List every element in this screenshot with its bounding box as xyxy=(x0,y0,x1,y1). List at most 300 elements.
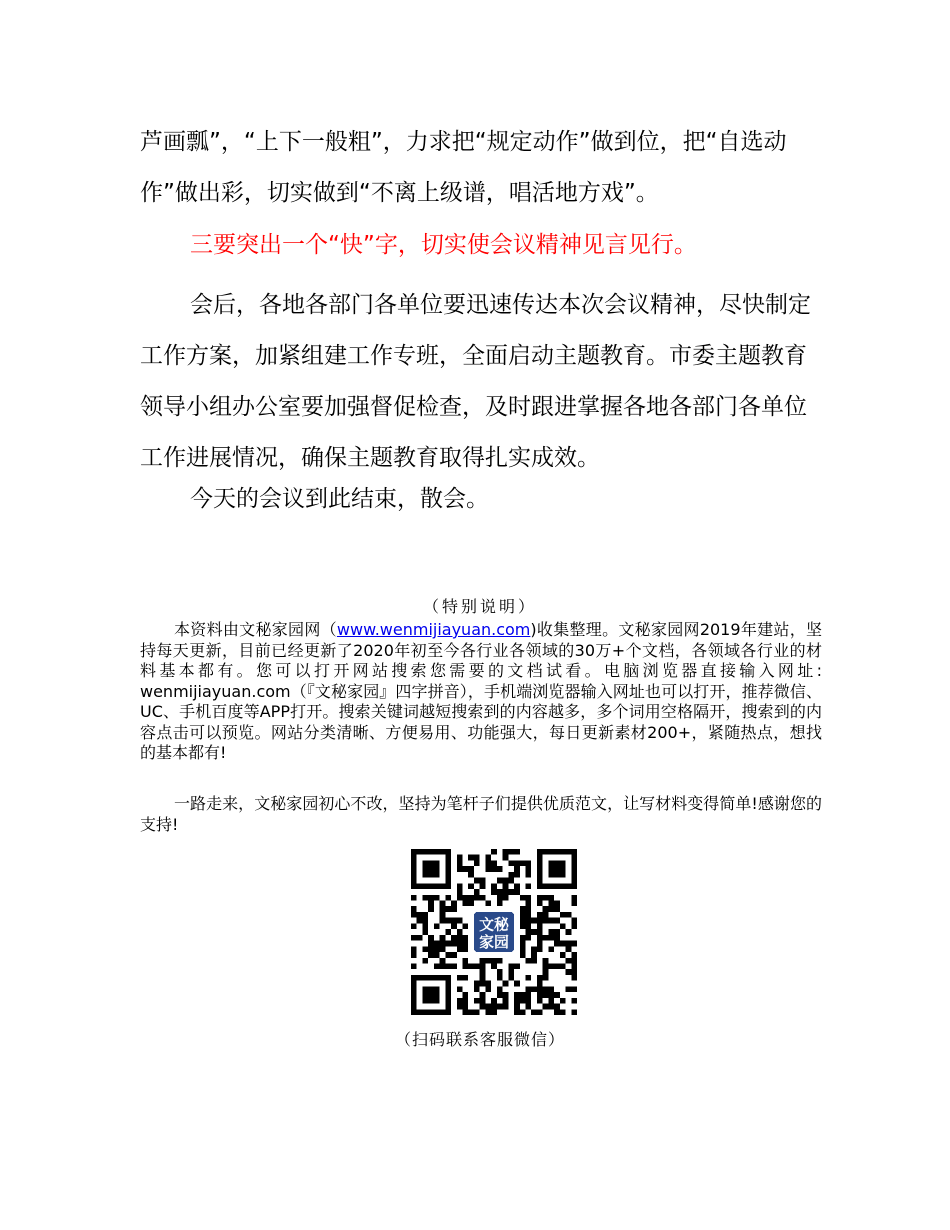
qr-module xyxy=(457,935,463,941)
qr-module xyxy=(537,923,543,929)
qr-module xyxy=(543,958,549,964)
qr-module xyxy=(560,941,566,947)
qr-module xyxy=(514,992,520,998)
qr-module xyxy=(543,912,549,918)
qr-module xyxy=(434,941,440,947)
qr-code xyxy=(411,849,577,1015)
qr-module xyxy=(514,981,520,987)
qr-module xyxy=(428,946,434,952)
qr-module xyxy=(560,923,566,929)
qr-module xyxy=(537,912,543,918)
qr-module xyxy=(480,1004,486,1010)
qr-module xyxy=(445,918,451,924)
qr-module xyxy=(520,923,526,929)
qr-module xyxy=(503,998,509,1004)
qr-module xyxy=(554,963,560,969)
qr-module xyxy=(508,889,514,895)
qr-module xyxy=(531,1009,537,1015)
qr-module xyxy=(474,981,480,987)
qr-module xyxy=(463,866,469,872)
qr-module xyxy=(491,1004,497,1010)
qr-module xyxy=(411,946,417,952)
qr-module xyxy=(428,901,434,907)
qr-module xyxy=(457,918,463,924)
qr-caption: （扫码联系客服微信） xyxy=(394,1030,565,1049)
qr-module xyxy=(411,906,417,912)
qr-module xyxy=(514,963,520,969)
qr-module xyxy=(525,992,531,998)
qr-module xyxy=(497,866,503,872)
qr-module xyxy=(503,878,509,884)
qr-module xyxy=(497,901,503,907)
qr-module xyxy=(548,918,554,924)
qr-module xyxy=(525,866,531,872)
qr-module xyxy=(491,860,497,866)
qr-module xyxy=(463,941,469,947)
qr-module xyxy=(571,969,577,975)
qr-module xyxy=(457,998,463,1004)
qr-module xyxy=(571,952,577,958)
qr-module xyxy=(411,912,417,918)
qr-module xyxy=(463,923,469,929)
qr-module xyxy=(474,986,480,992)
qr-module xyxy=(566,912,572,918)
qr-module xyxy=(566,946,572,952)
qr-module xyxy=(554,918,560,924)
qr-module xyxy=(520,941,526,947)
qr-module xyxy=(548,963,554,969)
qr-module xyxy=(480,883,486,889)
note-paragraph-2: 一路走来，文秘家园初心不改，坚持为笔杆子们提供优质范文，让写材料变得简单!感谢您的支持! xyxy=(140,794,822,834)
qr-module xyxy=(497,1004,503,1010)
qr-module xyxy=(485,958,491,964)
qr-module xyxy=(571,918,577,924)
qr-module xyxy=(571,895,577,901)
qr-module xyxy=(571,1009,577,1015)
qr-module xyxy=(491,866,497,872)
qr-module xyxy=(422,923,428,929)
qr-module xyxy=(525,872,531,878)
qr-module xyxy=(485,855,491,861)
qr-module xyxy=(411,952,417,958)
qr-module xyxy=(560,1009,566,1015)
qr-module xyxy=(451,963,457,969)
qr-module xyxy=(531,958,537,964)
section-heading-3: 三要突出一个“快”字，切实使会议精神见言见行。 xyxy=(190,232,697,258)
qr-module xyxy=(571,986,577,992)
qr-module xyxy=(525,975,531,981)
body-paragraph-1: 芦画瓢”，“上下一般粗”，力求把“规定动作”做到位，把“自选动作”做出彩，切实做到“不离上级谱，唱活地方戏”。 xyxy=(140,129,787,206)
qr-module xyxy=(554,901,560,907)
qr-logo-text-1: 文秘 xyxy=(479,915,509,934)
qr-module xyxy=(520,946,526,952)
qr-module xyxy=(468,855,474,861)
qr-module xyxy=(457,855,463,861)
qr-logo xyxy=(471,909,517,955)
qr-module xyxy=(520,998,526,1004)
qr-module xyxy=(531,946,537,952)
qr-module xyxy=(508,969,514,975)
qr-module xyxy=(445,963,451,969)
qr-module xyxy=(451,901,457,907)
qr-module xyxy=(525,860,531,866)
qr-module xyxy=(554,1004,560,1010)
note-text-after-link: )收集整理。文秘家园网2019年建站，坚持每天更新，目前已经更新了2020年初至今各行业各领域的30万+个文档，各领域各行业的材料基本都有。您可以打开网站搜索您需要的文档试看。电脑浏览器直接输入网址: wenmijiayuan.com（『文秘家园』四字拼音），手机端浏览器输入网址也可以打开，推荐微信、UC、手机百度等APP打开。搜索关键词越短搜索到的内容越多，多个词用空格隔开，搜索到的内容点击可以预览。网站分类清晰、方便易用、功能强大，每日更新素材200+，紧随热点，想找的基本都有! xyxy=(140,620,822,762)
qr-module xyxy=(503,992,509,998)
qr-module xyxy=(514,872,520,878)
qr-module xyxy=(566,986,572,992)
qr-module xyxy=(497,889,503,895)
qr-module xyxy=(480,958,486,964)
qr-module xyxy=(434,952,440,958)
qr-module xyxy=(514,889,520,895)
qr-logo-text-2: 家园 xyxy=(479,932,509,951)
qr-module xyxy=(525,901,531,907)
qr-module xyxy=(474,1009,480,1015)
qr-module xyxy=(422,946,428,952)
qr-module xyxy=(503,883,509,889)
qr-module xyxy=(514,866,520,872)
qr-module xyxy=(463,963,469,969)
qr-module xyxy=(491,849,497,855)
qr-module xyxy=(445,906,451,912)
qr-module xyxy=(525,912,531,918)
qr-module xyxy=(508,860,514,866)
qr-module xyxy=(520,918,526,924)
qr-module xyxy=(417,935,423,941)
qr-module xyxy=(548,992,554,998)
qr-module xyxy=(537,901,543,907)
qr-module xyxy=(560,963,566,969)
qr-module xyxy=(520,935,526,941)
qr-module xyxy=(457,883,463,889)
qr-module xyxy=(468,1009,474,1015)
qr-module xyxy=(440,935,446,941)
qr-module xyxy=(457,929,463,935)
qr-module xyxy=(474,889,480,895)
qr-module xyxy=(463,901,469,907)
qr-module xyxy=(457,866,463,872)
qr-module xyxy=(531,952,537,958)
qr-module xyxy=(440,918,446,924)
qr-module xyxy=(463,975,469,981)
qr-module xyxy=(457,975,463,981)
qr-module xyxy=(485,901,491,907)
qr-module xyxy=(428,941,434,947)
qr-module xyxy=(445,941,451,947)
qr-module xyxy=(468,866,474,872)
qr-module xyxy=(485,986,491,992)
qr-module xyxy=(474,860,480,866)
qr-module xyxy=(520,895,526,901)
qr-module xyxy=(497,895,503,901)
qr-module xyxy=(411,935,417,941)
qr-module xyxy=(503,895,509,901)
qr-module xyxy=(457,860,463,866)
qr-module xyxy=(451,935,457,941)
qr-module xyxy=(428,906,434,912)
qr-module xyxy=(422,958,428,964)
qr-module xyxy=(463,958,469,964)
qr-module xyxy=(537,1009,543,1015)
qr-module xyxy=(480,895,486,901)
qr-module xyxy=(520,912,526,918)
qr-module xyxy=(508,963,514,969)
qr-module xyxy=(480,969,486,975)
qr-module xyxy=(497,986,503,992)
qr-module xyxy=(474,855,480,861)
qr-module xyxy=(428,895,434,901)
qr-module xyxy=(514,1009,520,1015)
qr-module xyxy=(566,969,572,975)
qr-module xyxy=(485,981,491,987)
qr-module xyxy=(468,901,474,907)
qr-module xyxy=(554,935,560,941)
qr-module xyxy=(543,986,549,992)
qr-finder-bottom-left xyxy=(411,975,451,1015)
qr-module xyxy=(571,975,577,981)
qr-module xyxy=(525,935,531,941)
qr-module xyxy=(571,998,577,1004)
qr-module xyxy=(503,849,509,855)
qr-module xyxy=(543,1004,549,1010)
qr-module xyxy=(468,872,474,878)
qr-module xyxy=(497,878,503,884)
qr-module xyxy=(445,895,451,901)
qr-module xyxy=(508,872,514,878)
qr-module xyxy=(514,860,520,866)
qr-module xyxy=(451,906,457,912)
qr-module xyxy=(440,901,446,907)
qr-module xyxy=(503,855,509,861)
qr-module xyxy=(525,998,531,1004)
qr-module xyxy=(566,958,572,964)
qr-module xyxy=(474,998,480,1004)
qr-module xyxy=(520,992,526,998)
qr-module xyxy=(525,906,531,912)
qr-module xyxy=(543,975,549,981)
qr-module xyxy=(571,963,577,969)
qr-module xyxy=(566,941,572,947)
qr-module xyxy=(451,918,457,924)
qr-module xyxy=(457,889,463,895)
qr-module xyxy=(554,929,560,935)
note-text-before-link: 本资料由文秘家园网（ xyxy=(174,620,337,639)
qr-module xyxy=(480,975,486,981)
qr-module xyxy=(508,975,514,981)
qr-module xyxy=(463,992,469,998)
qr-module xyxy=(520,1009,526,1015)
qr-module xyxy=(445,929,451,935)
qr-module xyxy=(457,946,463,952)
qr-module xyxy=(514,998,520,1004)
qr-module xyxy=(422,918,428,924)
qr-module xyxy=(440,906,446,912)
qr-module xyxy=(491,1009,497,1015)
qr-module xyxy=(497,992,503,998)
qr-module xyxy=(480,963,486,969)
qr-module xyxy=(428,952,434,958)
qr-module xyxy=(525,958,531,964)
qr-module xyxy=(468,895,474,901)
qr-module xyxy=(548,998,554,1004)
qr-module xyxy=(543,992,549,998)
qr-module xyxy=(485,1009,491,1015)
qr-module xyxy=(537,918,543,924)
qr-module xyxy=(537,981,543,987)
qr-module xyxy=(508,849,514,855)
qr-module xyxy=(463,998,469,1004)
qr-module xyxy=(554,941,560,947)
qr-module xyxy=(440,963,446,969)
qr-module xyxy=(560,912,566,918)
qr-module xyxy=(445,952,451,958)
qr-module xyxy=(440,912,446,918)
qr-module xyxy=(451,941,457,947)
qr-module xyxy=(520,906,526,912)
qr-module xyxy=(543,969,549,975)
qr-module xyxy=(468,963,474,969)
qr-module xyxy=(560,952,566,958)
qr-module xyxy=(491,958,497,964)
qr-module xyxy=(537,946,543,952)
qr-finder-top-left xyxy=(411,849,451,889)
qr-module xyxy=(548,906,554,912)
qr-module xyxy=(548,901,554,907)
qr-module xyxy=(440,946,446,952)
qr-module xyxy=(531,929,537,935)
qr-module xyxy=(503,981,509,987)
qr-module xyxy=(457,941,463,947)
qr-module xyxy=(463,946,469,952)
qr-module xyxy=(537,935,543,941)
qr-module xyxy=(422,895,428,901)
qr-module xyxy=(428,935,434,941)
qr-module xyxy=(520,952,526,958)
qr-module xyxy=(543,963,549,969)
qr-module xyxy=(571,958,577,964)
qr-module xyxy=(508,878,514,884)
qr-module xyxy=(531,918,537,924)
qr-module xyxy=(525,918,531,924)
qr-module xyxy=(537,929,543,935)
qr-module xyxy=(548,946,554,952)
qr-module xyxy=(457,895,463,901)
qr-module xyxy=(451,923,457,929)
qr-module xyxy=(480,981,486,987)
qr-module xyxy=(525,895,531,901)
qr-module xyxy=(463,1004,469,1010)
qr-module xyxy=(434,963,440,969)
qr-module xyxy=(543,935,549,941)
qr-module xyxy=(548,935,554,941)
qr-module xyxy=(457,986,463,992)
qr-module xyxy=(474,895,480,901)
qr-module xyxy=(417,912,423,918)
qr-module xyxy=(543,895,549,901)
qr-module xyxy=(463,935,469,941)
qr-module xyxy=(463,1009,469,1015)
qr-module xyxy=(514,1004,520,1010)
qr-module xyxy=(571,901,577,907)
qr-module xyxy=(474,878,480,884)
qr-module xyxy=(422,912,428,918)
qr-module xyxy=(537,998,543,1004)
qr-module xyxy=(485,1004,491,1010)
qr-module xyxy=(531,986,537,992)
qr-module xyxy=(497,975,503,981)
qr-module xyxy=(503,889,509,895)
qr-module xyxy=(474,963,480,969)
qr-module xyxy=(434,895,440,901)
qr-module xyxy=(440,958,446,964)
qr-module xyxy=(411,923,417,929)
qr-module xyxy=(485,866,491,872)
qr-module xyxy=(525,929,531,935)
qr-module xyxy=(417,918,423,924)
qr-module xyxy=(548,895,554,901)
qr-module xyxy=(497,969,503,975)
qr-module xyxy=(525,923,531,929)
qr-module xyxy=(480,878,486,884)
body-paragraph-2: 会后，各地各部门各单位要迅速传达本次会议精神，尽快制定工作方案，加紧组建工作专班，全面启动主题教育。市委主题教育领导小组办公室要加强督促检查，及时跟进掌握各地各部门各单位工作进展情况，确保主题教育取得扎实成效。 xyxy=(140,292,811,471)
qr-module xyxy=(411,963,417,969)
qr-module xyxy=(491,963,497,969)
qr-module xyxy=(537,992,543,998)
note-paragraph-1 xyxy=(140,620,822,764)
qr-module xyxy=(457,1004,463,1010)
qr-module xyxy=(543,918,549,924)
qr-module xyxy=(480,998,486,1004)
qr-module xyxy=(554,906,560,912)
qr-module xyxy=(537,986,543,992)
qr-module xyxy=(566,929,572,935)
qr-module xyxy=(440,941,446,947)
qr-module xyxy=(422,929,428,935)
qr-module xyxy=(554,992,560,998)
qr-module xyxy=(537,975,543,981)
closing-paragraph: 今天的会议到此结束，散会。 xyxy=(190,486,489,512)
qr-module xyxy=(434,946,440,952)
qr-module xyxy=(497,958,503,964)
qr-module xyxy=(491,998,497,1004)
qr-module xyxy=(548,929,554,935)
qr-module xyxy=(463,895,469,901)
qr-module xyxy=(451,952,457,958)
qr-module xyxy=(554,1009,560,1015)
qr-module xyxy=(525,883,531,889)
qr-module xyxy=(543,906,549,912)
qr-module xyxy=(411,895,417,901)
qr-finder-top-right xyxy=(537,849,577,889)
qr-module xyxy=(525,1004,531,1010)
qr-module xyxy=(503,1004,509,1010)
qr-module xyxy=(520,860,526,866)
qr-module xyxy=(468,883,474,889)
qr-module xyxy=(571,923,577,929)
website-link[interactable]: www.wenmijiayuan.com xyxy=(336,620,531,639)
qr-module xyxy=(571,941,577,947)
qr-module xyxy=(548,1004,554,1010)
qr-module xyxy=(491,889,497,895)
qr-module xyxy=(480,992,486,998)
qr-module xyxy=(514,883,520,889)
qr-module xyxy=(491,883,497,889)
qr-module xyxy=(485,860,491,866)
note-title: （特别说明） xyxy=(422,597,537,616)
qr-module xyxy=(525,986,531,992)
qr-module xyxy=(560,998,566,1004)
